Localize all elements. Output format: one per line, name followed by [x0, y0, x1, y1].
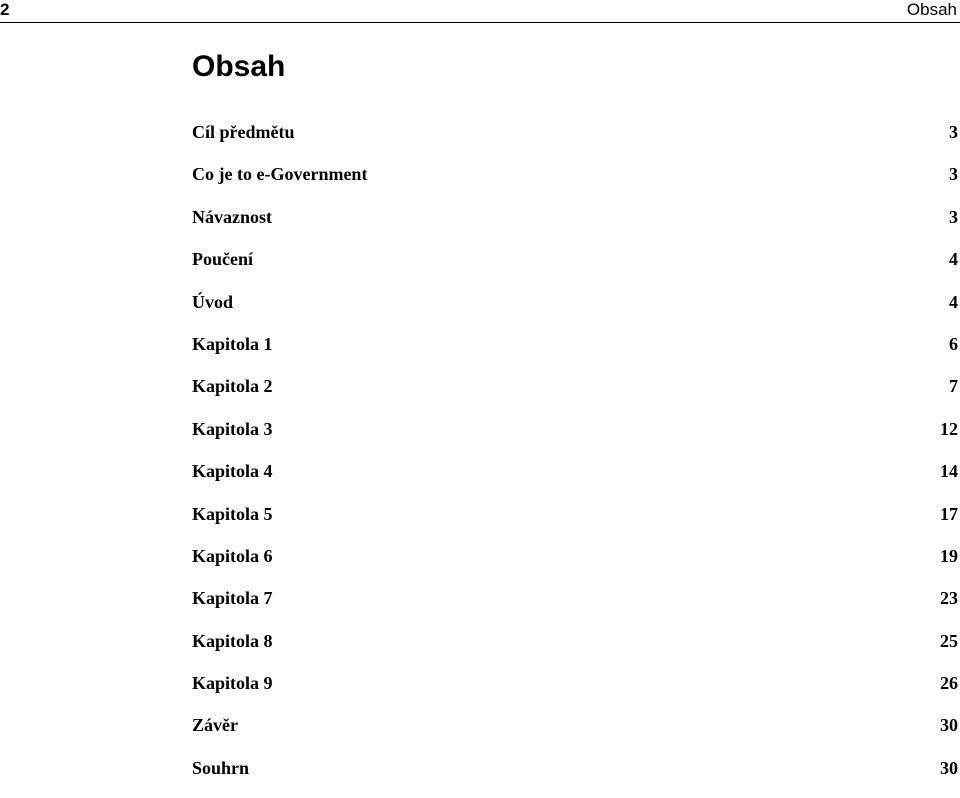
toc-entry-page[interactable]: 23 [940, 588, 958, 609]
toc-entry-title[interactable]: Kapitola 3 [192, 418, 273, 439]
toc-entry[interactable] [192, 374, 958, 416]
toc-entry-page[interactable]: 30 [940, 757, 958, 778]
toc-entry-page[interactable]: 19 [940, 545, 958, 566]
toc-entry-page[interactable]: 26 [940, 673, 958, 694]
running-header [0, 0, 960, 23]
toc-entry[interactable] [192, 756, 958, 798]
toc-entry-page[interactable]: 12 [940, 418, 958, 439]
toc-entry[interactable] [192, 290, 958, 332]
toc-entry-page[interactable]: 14 [940, 461, 958, 482]
toc-title: Obsah [192, 50, 286, 83]
toc-entry[interactable] [192, 502, 958, 544]
toc-entry-page[interactable]: 3 [949, 122, 958, 142]
toc-entry-page[interactable]: 4 [949, 291, 958, 312]
toc-entry-page[interactable]: 30 [940, 715, 958, 736]
toc-entry-title[interactable]: Kapitola 5 [192, 503, 273, 524]
toc-entry-title[interactable]: Kapitola 9 [192, 673, 273, 694]
toc-entry-page[interactable]: 7 [949, 376, 958, 397]
page-number: 2 [0, 0, 10, 19]
toc-entry[interactable] [192, 205, 958, 247]
toc-entry-title[interactable]: Závěr [192, 715, 238, 736]
toc-entry[interactable] [192, 544, 958, 586]
toc-entry-title[interactable]: Kapitola 2 [192, 376, 273, 397]
toc-entry-title[interactable]: Cíl předmětu [192, 122, 295, 142]
toc-entry[interactable] [192, 120, 958, 162]
toc-entry-page[interactable]: 6 [949, 333, 958, 354]
toc-entry[interactable] [192, 671, 958, 713]
toc-list [192, 120, 958, 798]
toc-entry[interactable] [192, 162, 958, 204]
toc-entry[interactable] [192, 332, 958, 374]
toc-entry[interactable] [192, 586, 958, 628]
toc-entry[interactable] [192, 247, 958, 289]
running-title: Obsah [906, 0, 957, 19]
toc-entry-title[interactable]: Souhrn [192, 757, 250, 778]
toc-entry-title[interactable]: Co je to e-Government [192, 164, 368, 185]
toc-entry-title[interactable]: Poučení [192, 249, 253, 270]
toc-entry-page[interactable]: 3 [949, 164, 958, 185]
toc-entry-title[interactable]: Kapitola 4 [192, 461, 273, 482]
toc-entry-title[interactable]: Úvod [192, 291, 234, 312]
toc-entry-page[interactable]: 4 [949, 249, 958, 270]
toc-entry-page[interactable]: 17 [940, 503, 958, 524]
toc-entry[interactable] [192, 459, 958, 501]
toc-entry[interactable] [192, 417, 958, 459]
toc-entry[interactable] [192, 713, 958, 755]
toc-entry-title[interactable]: Návaznost [192, 206, 272, 227]
toc-entry-page[interactable]: 25 [940, 630, 958, 651]
toc-entry-title[interactable]: Kapitola 7 [192, 588, 273, 609]
toc-entry-title[interactable]: Kapitola 8 [192, 630, 273, 651]
toc-entry-title[interactable]: Kapitola 1 [192, 333, 273, 354]
toc-entry[interactable] [192, 629, 958, 671]
toc-entry-title[interactable]: Kapitola 6 [192, 545, 273, 566]
toc-entry-page[interactable]: 3 [949, 206, 958, 227]
